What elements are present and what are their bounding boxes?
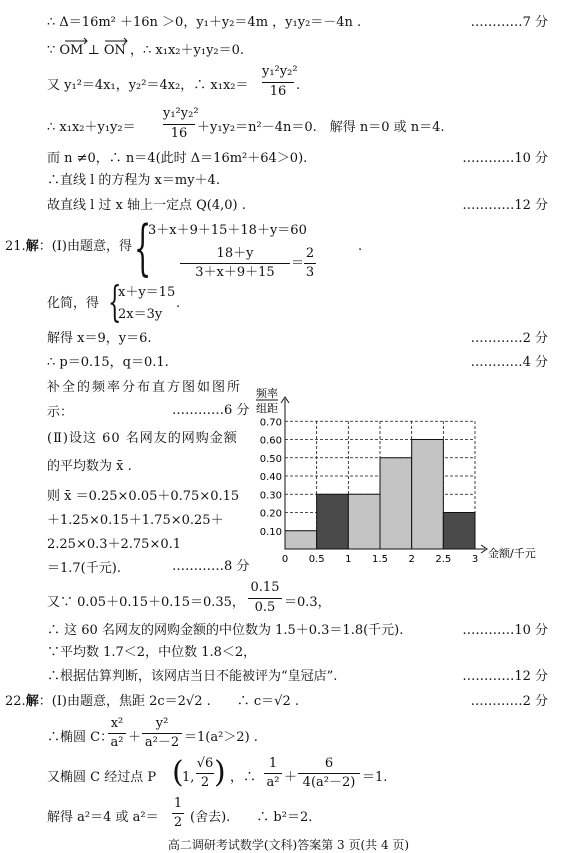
solution-line: 又 y₁²＝4x₁，y₂²＝4x₂，∴ x₁x₂＝ [47,78,249,93]
solution-line: ∵ OM ⊥ ON ，∴ x₁x₂＋y₁y₂＝0. [47,43,245,58]
fraction-numerator: x² [110,716,124,731]
fraction-numerator: 2 [305,246,315,261]
fraction-denominator: 3＋x＋9＋15 [195,265,275,280]
score-marker: …………4 分 [470,355,548,370]
solution-line: 化简，得 [47,296,100,311]
fraction-denominator: 2 [200,775,210,790]
solution-line: ＝1(a²＞2) . [184,730,258,745]
equation: 3＋x＋9＋15＋18＋y＝60 [148,223,307,238]
plus: ＋ [284,770,298,785]
solution-line: ∵平均数 1.7＜2，中位数 1.8＜2， [47,645,257,660]
fraction-bar [264,773,282,774]
y-tick-label: 0.60 [259,435,282,447]
solution-line: 又椭圆 C 经过点 P [47,770,157,785]
solution-line: (舍去). ∴ b²＝2. [190,810,313,825]
fraction-bar [196,773,214,774]
fraction-bar [180,263,290,264]
fraction-bar [262,82,294,83]
fraction-bar [298,773,360,774]
frequency-histogram [250,385,550,570]
solution-line: ＝1.7(千元). [47,561,121,576]
solution-line: 而 n ≠0，∴ n＝4(此时 Δ＝16m²＋64＞0). [47,151,308,166]
fraction-denominator: a² [110,735,124,750]
fraction-numerator: 18＋y [216,246,254,261]
system-brace: { [108,277,122,326]
question-number: 21.解：(Ⅰ)由题意，得 [5,239,132,254]
period: . [176,296,181,311]
paren-left: ( [172,755,184,790]
solution-line: ＋y₁y₂＝n²－4n＝0. 解得 n＝0 或 n＝4. [197,120,445,135]
system-brace: { [134,213,152,283]
solution-line: ＝1. [362,770,388,785]
fraction-denominator: a²－2 [144,735,180,750]
solution-line: . [296,78,301,93]
solution-line: 则 x̄ ＝0.25×0.05＋0.75×0.15 [47,489,240,504]
score-marker: …………10 分 [462,623,548,638]
fraction-numerator: 1 [173,796,183,811]
solution-line: ∴直线 l 的方程为 x＝my＋4. [47,173,220,188]
fraction-bar [248,598,282,599]
fraction-numerator: 6 [324,756,334,771]
fraction-bar [172,813,184,814]
solution-line: ∴ Δ＝16m² ＋16n ＞0，y₁＋y₂＝4m ，y₁y₂＝－4n . [47,15,362,30]
plus: ＋ [128,730,142,745]
score-marker: …………2 分 [470,331,548,346]
fraction-denominator: 16 [269,84,287,99]
fraction-numerator: y² [155,716,169,731]
score-marker: …………12 分 [462,669,548,684]
equation: 2x＝3y [118,307,163,322]
ylabel-bottom: 组距 [256,402,278,415]
fraction-numerator: y₁²y₂² [262,64,298,79]
fraction-denominator: 4(a²－2) [302,775,356,790]
y-tick-label: 0.20 [259,508,282,520]
point-coord: 1, [182,770,195,785]
fraction-bar [108,733,126,734]
solution-line: 故直线 l 过 x 轴上一定点 Q(4,0) . [47,198,246,213]
solution-line: 的平均数为 x̄ . [47,459,132,474]
histogram-bar [443,513,475,550]
fraction-numerator: 0.15 [250,580,280,595]
solution-line: ，∴ [230,770,257,785]
solution-line: 补全的频率分布直方图如图所 [47,380,243,395]
fraction-denominator: 2 [173,815,183,830]
histogram-bar [317,494,349,549]
solution-line: (Ⅱ)设这 60 名网友的网购金额 [47,431,238,446]
equation: x＋y＝15 [118,285,176,300]
histogram-bar [348,494,380,549]
fraction-numerator: √6 [196,756,214,771]
fraction-numerator: y₁²y₂² [163,106,199,121]
solution-line: 解得 a²＝4 或 a²＝ [47,810,159,825]
vector-arrows [63,37,133,45]
solution-line: ∴ 这 60 名网友的网购金额的中位数为 1.5＋0.3＝1.8(千元). [47,623,404,638]
histogram-bar [380,458,412,549]
x-tick-label: 3 [471,554,479,565]
solution-line: 2.25×0.3＋2.75×0.1 [47,537,182,552]
fraction-denominator: a² [266,775,280,790]
period: . [358,239,363,254]
y-tick-label: 0.50 [259,453,282,465]
fraction-bar [142,733,182,734]
fraction-bar [304,263,316,264]
page-footer: 高二调研考试数学(文科)答案第 3 页(共 4 页) [167,838,410,852]
solution-line: 解得 x＝9，y＝6. [47,331,152,346]
y-tick-label: 0.30 [259,490,282,502]
x-tick-label: 0 [281,554,289,565]
solution-line: 示： [47,405,74,420]
ylabel-top: 频率 [256,387,278,400]
solution-line: ＋1.25×0.15＋1.75×0.25＋ [47,513,224,528]
solution-line: 又∵ 0.05＋0.15＋0.15＝0.35， [47,595,245,610]
x-tick-label: 2.5 [435,554,452,565]
score-marker: …………10 分 [462,151,548,166]
fraction-numerator: 1 [268,756,278,771]
x-tick-label: 0.5 [308,554,325,565]
fraction-denominator: 3 [305,265,315,280]
solution-line: ∴ x₁x₂＋y₁y₂＝ [47,120,136,135]
x-tick-label: 2 [408,554,415,565]
solution-line: ∴椭圆 C： [47,730,114,745]
question-number: 22.解：(Ⅰ)由题意，焦距 2c＝2√2 . ∴ c＝√2 . [5,694,299,709]
paren-right: ) [214,755,226,790]
solution-line: ∴根据估算判断，该网店当日不能被评为“皇冠店”. [47,669,338,684]
xlabel: 金额/千元 [488,547,536,560]
solution-line: ＝0.3， [284,595,331,610]
histogram-bar [285,531,317,549]
y-tick-label: 0.70 [259,417,282,429]
score-marker: …………6 分 [172,403,250,418]
y-tick-label: 0.10 [259,526,282,538]
fraction-denominator: 0.5 [254,600,276,615]
x-tick-label: 1 [345,554,352,565]
y-tick-label: 0.40 [259,472,282,483]
score-marker: …………2 分 [470,694,548,709]
equals: ＝ [291,256,305,271]
histogram-bar [412,440,444,550]
fraction-bar [163,124,195,125]
fraction-denominator: 16 [170,126,188,141]
score-marker: …………12 分 [462,198,548,213]
score-marker: …………8 分 [172,559,250,574]
x-tick-label: 1.5 [372,554,388,565]
solution-line: ∴ p＝0.15，q＝0.1. [47,355,169,370]
score-marker: …………7 分 [470,15,548,30]
